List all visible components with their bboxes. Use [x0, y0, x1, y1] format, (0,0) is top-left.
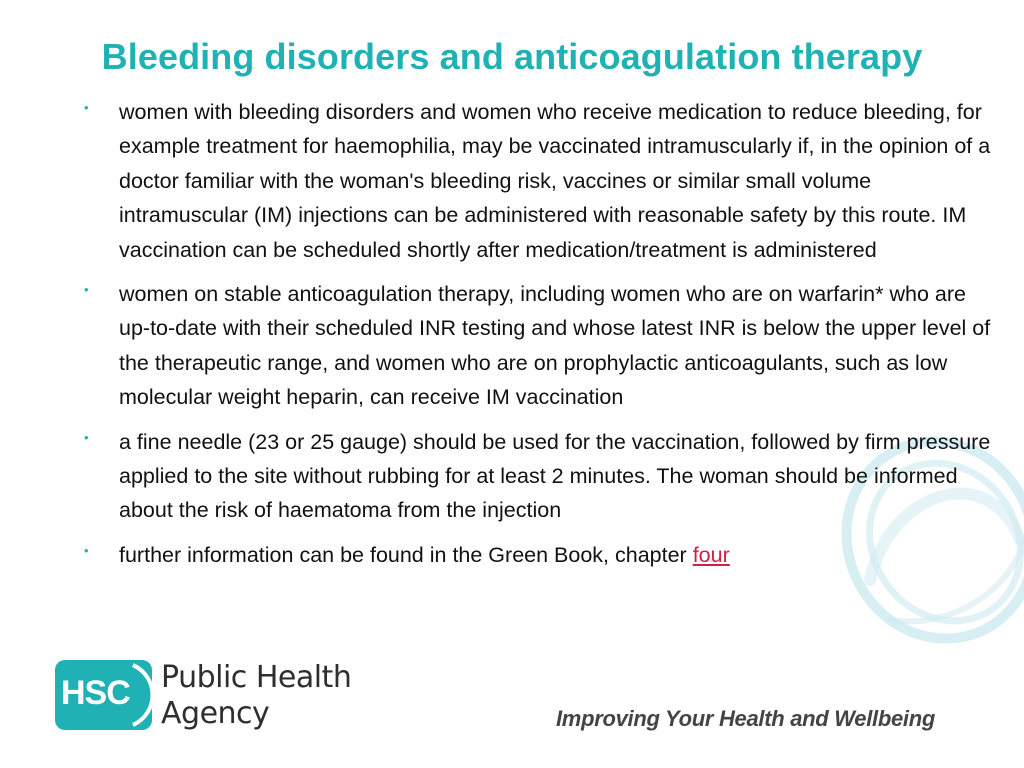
slide-title: Bleeding disorders and anticoagulation therapy [101, 36, 923, 77]
bullet-list [78, 95, 998, 582]
bullet-text: a fine needle (23 or 25 gauge) should be used for the vaccination, followed by firm pressure applied to the site without rubbing for at least 2 minutes. The woman should be informed about the risk of haematoma from the injection [119, 429, 991, 523]
bullet-item-fine-needle [78, 425, 998, 528]
bullet-point-icon: • [84, 429, 89, 445]
bullet-item-anticoagulation [78, 277, 998, 415]
bullet-item-further-information [78, 538, 998, 572]
bullet-point-icon: • [84, 100, 89, 115]
logo-name-line1: Public Health [161, 660, 352, 695]
bullet-point-icon: • [84, 542, 89, 558]
bullet-point-icon: • [84, 282, 89, 298]
bullet-text: women on stable anticoagulation therapy, including women who are on warfarin* who are up-to-date with their scheduled INR testing and whose latest INR is below the upper level of the therapeutic range, and women who are on prophylactic anticoagulants, such as low molecular weight heparin, can receive IM vaccination [119, 282, 991, 410]
hsc-arc-icon [129, 663, 159, 727]
public-health-agency-logo [55, 660, 355, 735]
bullet-text: women with bleeding disorders and women who receive medication to reduce bleeding, for example treatment for haemophilia, may be vaccinated intramuscularly if, in the opinion of a doctor familiar with the woman's bleeding risk, vaccines or similar small volume intramuscular (IM) injections can be administered with reasonable safety by this route. IM vaccination can be scheduled shortly after medication/treatment is administered [119, 100, 991, 262]
logo-name-line2: Agency [161, 696, 270, 731]
bullet-text: further information can be found in the Green Book, chapter [119, 542, 693, 567]
footer-tagline: Improving Your Health and Wellbeing [556, 706, 936, 731]
hsc-logo-text: HSC [61, 674, 130, 712]
green-book-chapter-link[interactable]: four [692, 542, 730, 567]
bullet-item-bleeding-disorders [78, 95, 998, 267]
